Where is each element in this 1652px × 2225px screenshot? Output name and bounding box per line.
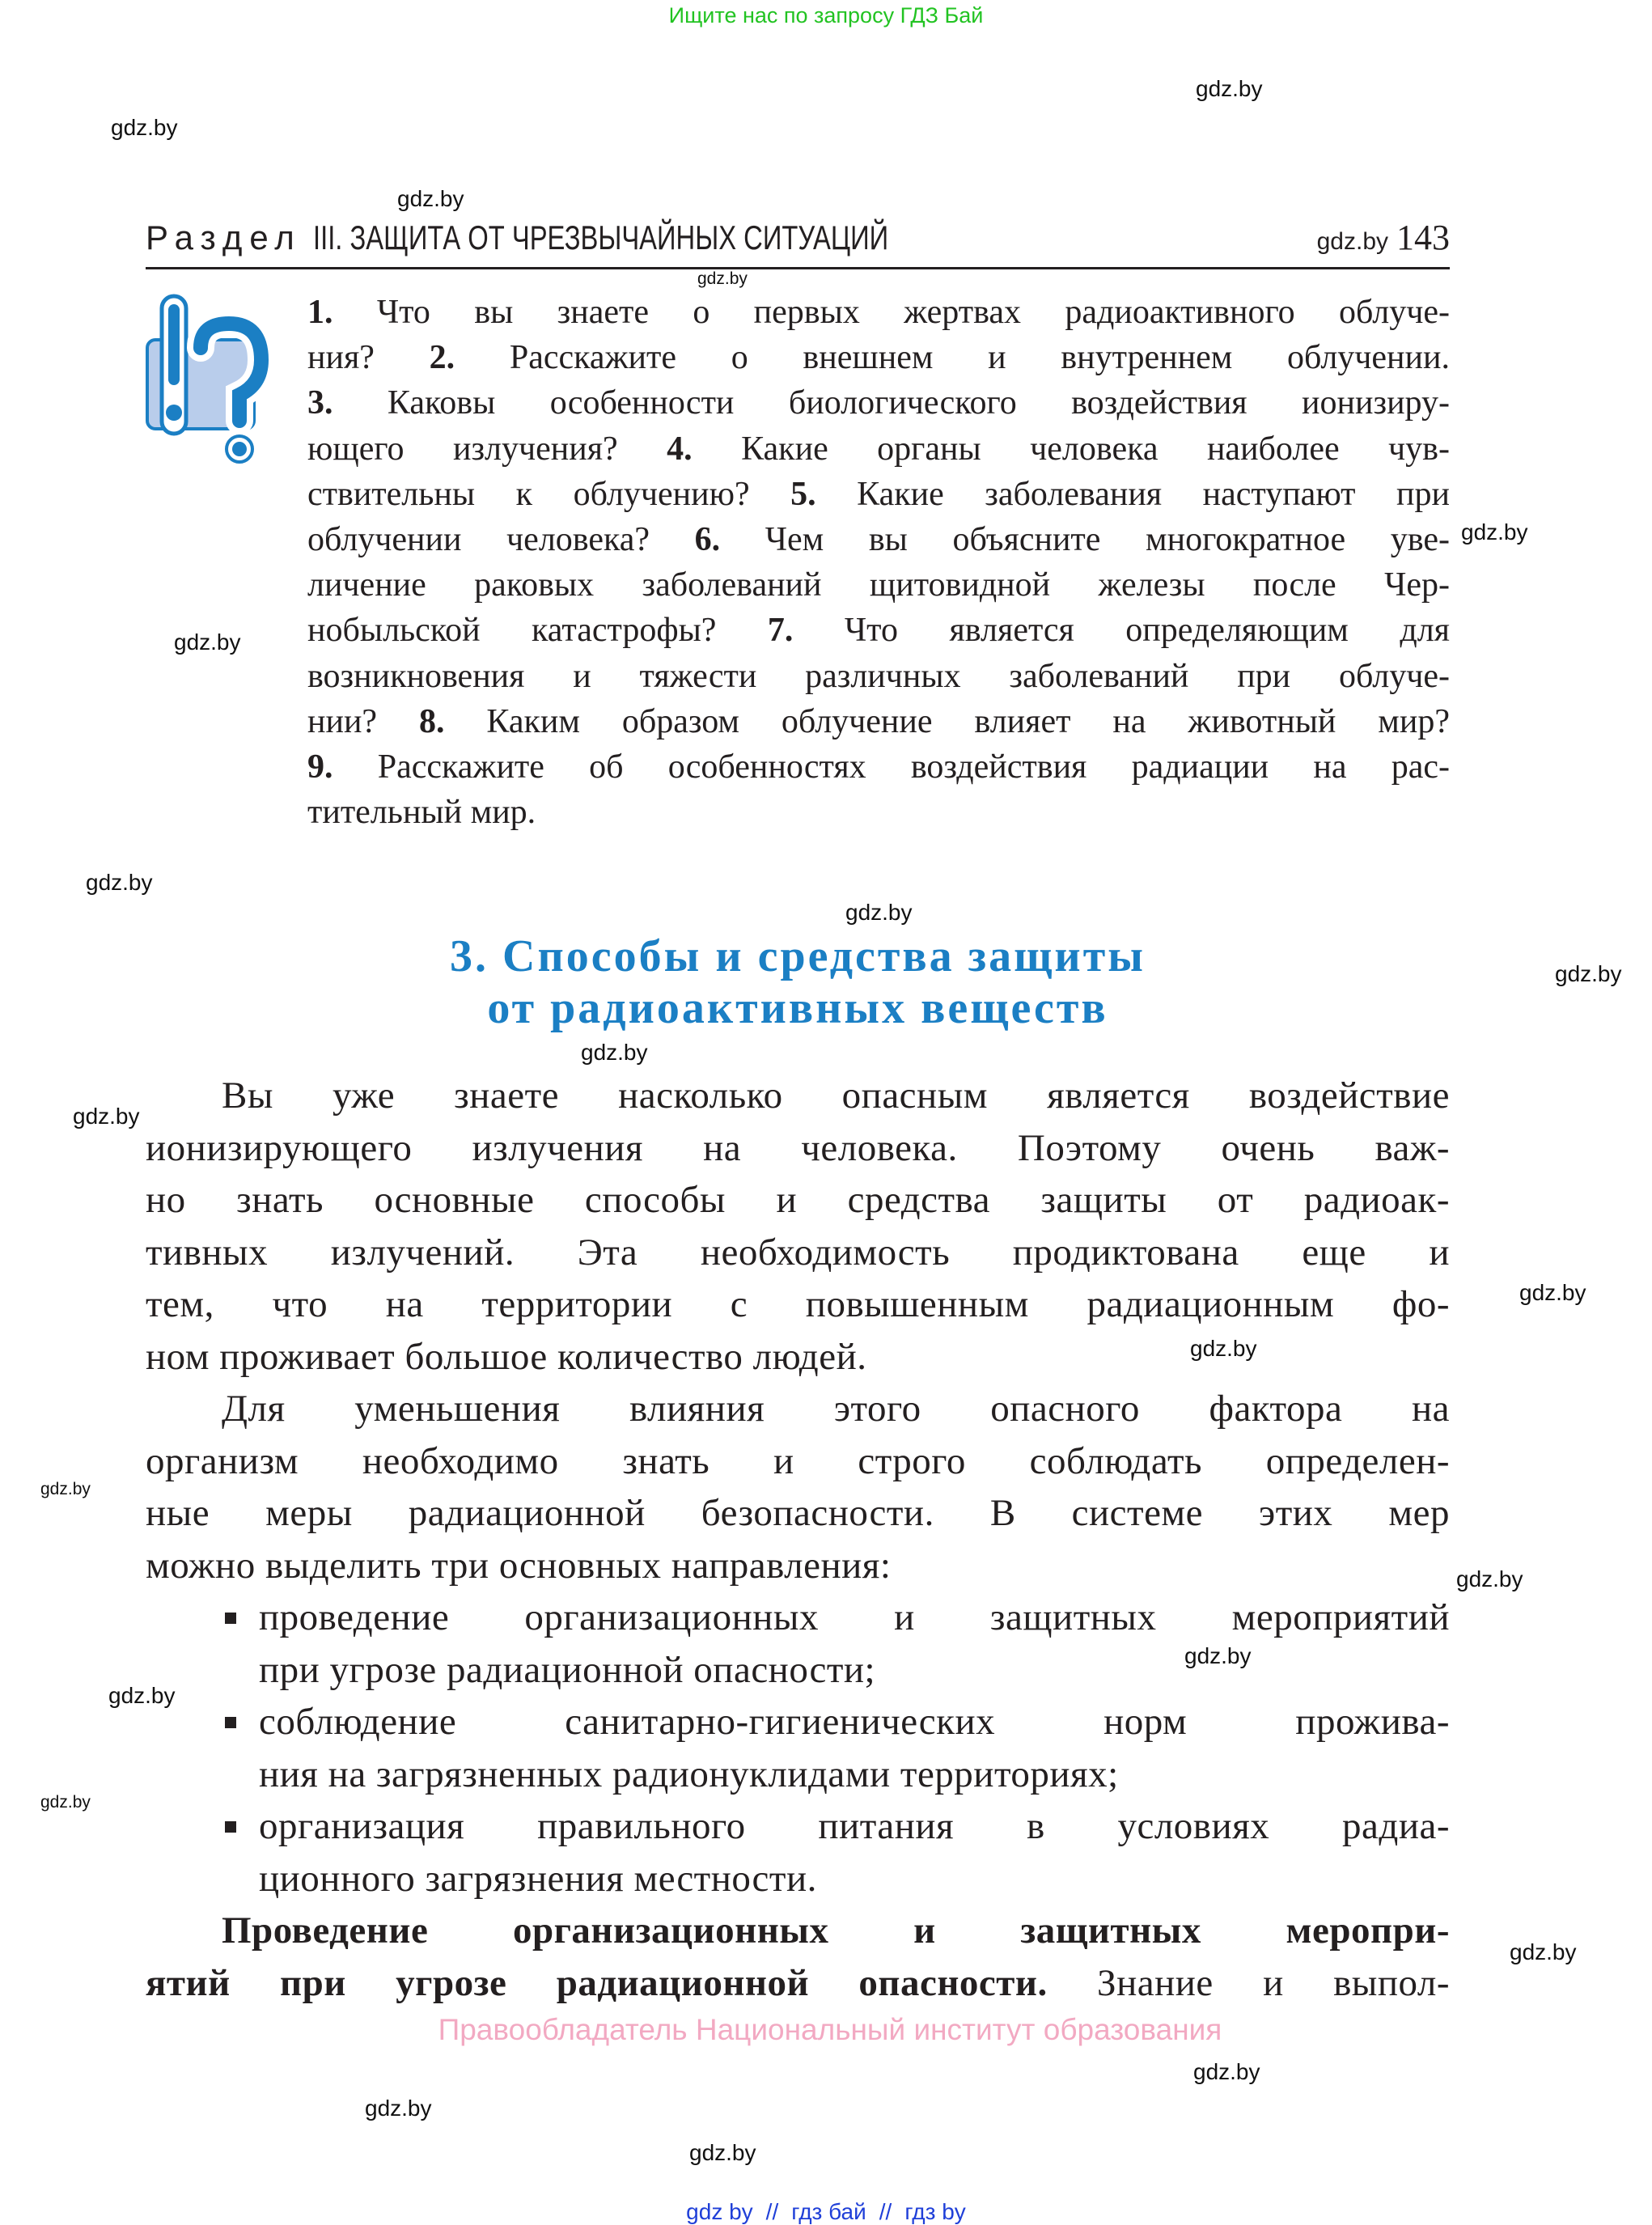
text-line bbox=[146, 1853, 1450, 1905]
watermark: gdz.by bbox=[1510, 1939, 1577, 1964]
watermark: gdz.by bbox=[397, 186, 464, 211]
watermark: gdz.by bbox=[1456, 1566, 1523, 1591]
text: ционного загрязнения местности. bbox=[259, 1857, 817, 1900]
text-line bbox=[307, 380, 1450, 426]
text-line bbox=[146, 1748, 1450, 1801]
text: Какие заболевания наступают при bbox=[815, 475, 1450, 513]
bullet-icon bbox=[225, 1717, 236, 1728]
watermark: gdz.by bbox=[1196, 76, 1263, 101]
text: ном проживает большое количество людей. bbox=[146, 1335, 867, 1378]
text: можно выделить три основных направления: bbox=[146, 1544, 892, 1587]
text: тивных излучений. Эта необходимость продиктована еще и bbox=[146, 1231, 1450, 1274]
text-line bbox=[146, 1070, 1450, 1122]
watermark: gdz.by bbox=[40, 1480, 91, 1498]
separator: // bbox=[879, 2199, 892, 2224]
text: тительный мир. bbox=[307, 794, 536, 832]
bold-text: 4. bbox=[667, 430, 693, 468]
bold-text: 3. bbox=[307, 384, 333, 422]
watermark: gdz.by bbox=[1316, 228, 1388, 255]
watermark: gdz.by bbox=[689, 2140, 756, 2165]
text: Для уменьшения влияния этого опасного фактора на bbox=[222, 1388, 1450, 1430]
text: ионизирующего излучения на человека. Поэтому очень важ- bbox=[146, 1126, 1450, 1169]
text: организм необходимо знать и строго соблюдать определен- bbox=[146, 1439, 1450, 1482]
text: Расскажите о внешнем и внутреннем облучении. bbox=[455, 339, 1450, 377]
text-line bbox=[307, 290, 1450, 335]
text-line bbox=[307, 426, 1450, 472]
text-line bbox=[146, 1905, 1450, 1957]
header-divider bbox=[146, 267, 1450, 269]
text-line bbox=[146, 1487, 1450, 1540]
review-questions bbox=[307, 290, 1450, 835]
text: организация правильного питания в условиях радиа- bbox=[259, 1805, 1450, 1847]
text-line bbox=[307, 562, 1450, 608]
watermark: gdz.by bbox=[1184, 1643, 1252, 1668]
text-line bbox=[307, 335, 1450, 380]
text: тем, что на территории с повышенным радиационным фо- bbox=[146, 1283, 1450, 1325]
text-line bbox=[146, 1227, 1450, 1279]
watermark: gdz.by bbox=[86, 870, 153, 895]
text-line bbox=[307, 744, 1450, 790]
watermark: gdz.by bbox=[111, 115, 178, 140]
text: проведение организационных и защитных мероприятий bbox=[259, 1596, 1450, 1638]
text-line bbox=[307, 790, 1450, 835]
text: ные меры радиационной безопасности. В системе этих мер bbox=[146, 1492, 1450, 1534]
bold-text: 5. bbox=[790, 475, 816, 513]
link-gdz-bai[interactable]: гдз бай bbox=[791, 2199, 866, 2224]
section-heading-line-1: 3. Способы и средства защиты bbox=[450, 931, 1146, 981]
text: облучении человека? bbox=[307, 521, 695, 559]
watermark: gdz.by bbox=[581, 1040, 648, 1065]
bold-text: 7. bbox=[767, 612, 794, 650]
bullet-icon bbox=[225, 1613, 236, 1624]
text: Знание и выпол- bbox=[1047, 1961, 1450, 2004]
section-title: III. ЗАЩИТА ОТ ЧРЕЗВЫЧАЙНЫХ СИТУАЦИЙ bbox=[312, 218, 889, 256]
watermark: gdz.by bbox=[1555, 961, 1622, 986]
text: при угрозе радиационной опасности; bbox=[259, 1648, 876, 1691]
text: возникновения и тяжести различных заболеваний при облуче- bbox=[307, 657, 1450, 695]
watermark: gdz.by bbox=[365, 2096, 432, 2121]
watermark: gdz.by bbox=[108, 1683, 176, 1708]
text-line bbox=[146, 1331, 1450, 1384]
bold-text: 2. bbox=[429, 339, 455, 377]
text-line bbox=[146, 1957, 1450, 2010]
footer-links bbox=[0, 2199, 1652, 2225]
text-line bbox=[146, 1696, 1450, 1748]
bold-text: 1. bbox=[307, 294, 333, 331]
watermark: gdz.by bbox=[40, 1793, 91, 1812]
bold-text: Проведение организационных и защитных меропри- bbox=[222, 1909, 1450, 1952]
text-line bbox=[146, 1644, 1450, 1697]
text: но знать основные способы и средства защиты от радиоак- bbox=[146, 1179, 1450, 1221]
text: ющего излучения? bbox=[307, 430, 667, 468]
exclamation-question-icon bbox=[144, 291, 273, 465]
bold-text: 9. bbox=[307, 748, 333, 786]
text: соблюдение санитарно-гигиенических норм прожива- bbox=[259, 1701, 1450, 1743]
text-line bbox=[146, 1540, 1450, 1592]
search-banner[interactable]: Ищите нас по запросу ГДЗ Бай bbox=[668, 3, 984, 28]
text-line bbox=[146, 1383, 1450, 1435]
bold-text: ятий при угрозе радиационной опасности. bbox=[146, 1961, 1048, 2004]
text-line bbox=[307, 472, 1450, 517]
watermark: gdz.by bbox=[697, 269, 748, 288]
text-line bbox=[146, 1800, 1450, 1853]
text-line bbox=[307, 517, 1450, 562]
bold-text: 8. bbox=[418, 702, 445, 740]
watermark: gdz.by bbox=[73, 1104, 140, 1129]
text: нии? bbox=[307, 702, 419, 740]
text: Что вы знаете о первых жертвах радиоактивного облуче- bbox=[333, 294, 1450, 331]
watermark: gdz.by bbox=[1519, 1280, 1586, 1305]
body-text bbox=[146, 1070, 1450, 2009]
text: Что является определяющим для bbox=[793, 612, 1450, 650]
text-line bbox=[146, 1591, 1450, 1644]
text: ствительны к облучению? bbox=[307, 475, 791, 513]
text-line bbox=[307, 654, 1450, 699]
page-number: 143 bbox=[1396, 218, 1450, 257]
watermark: gdz.by bbox=[1190, 1336, 1257, 1361]
watermark: gdz.by bbox=[1193, 2059, 1260, 2084]
bold-text: 6. bbox=[694, 521, 721, 559]
separator: // bbox=[765, 2199, 779, 2224]
section-word: Раздел bbox=[146, 218, 302, 256]
text-line bbox=[307, 699, 1450, 744]
watermark: gdz.by bbox=[174, 629, 241, 655]
text: Какие органы человека наиболее чув- bbox=[692, 430, 1450, 468]
text-line bbox=[146, 1278, 1450, 1331]
watermark: gdz.by bbox=[1461, 519, 1528, 545]
text-line bbox=[146, 1122, 1450, 1175]
section-heading-line-2: от радиоактивных веществ bbox=[487, 983, 1108, 1033]
bullet-icon bbox=[225, 1821, 236, 1833]
text: Вы уже знаете насколько опасным является воздействие bbox=[222, 1074, 1450, 1117]
text: Каковы особенности биологического воздействия ионизиру- bbox=[333, 384, 1450, 422]
section-heading bbox=[146, 930, 1450, 1034]
text: личение раковых заболеваний щитовидной железы после Чер- bbox=[307, 566, 1450, 604]
watermark: gdz.by bbox=[845, 900, 913, 925]
text-line bbox=[146, 1435, 1450, 1488]
text: Каким образом облучение влияет на животный мир? bbox=[444, 702, 1450, 740]
link-gdz-by-ru[interactable]: гдз by bbox=[904, 2199, 966, 2224]
text: ния? bbox=[307, 339, 430, 377]
running-header bbox=[146, 218, 1051, 257]
text: ния на загрязненных радионуклидами территориях; bbox=[259, 1752, 1119, 1795]
text: нобыльской катастрофы? bbox=[307, 612, 768, 650]
text-line bbox=[146, 1174, 1450, 1227]
copyright-footer: Правообладатель Национальный институт образования bbox=[438, 2013, 1222, 2046]
text: Расскажите об особенностях воздействия радиации на рас- bbox=[333, 748, 1450, 786]
page-number-area bbox=[1317, 217, 1450, 258]
text: Чем вы объясните многократное уве- bbox=[720, 521, 1450, 559]
text-line bbox=[307, 608, 1450, 653]
link-gdz-by[interactable]: gdz by bbox=[686, 2199, 753, 2224]
